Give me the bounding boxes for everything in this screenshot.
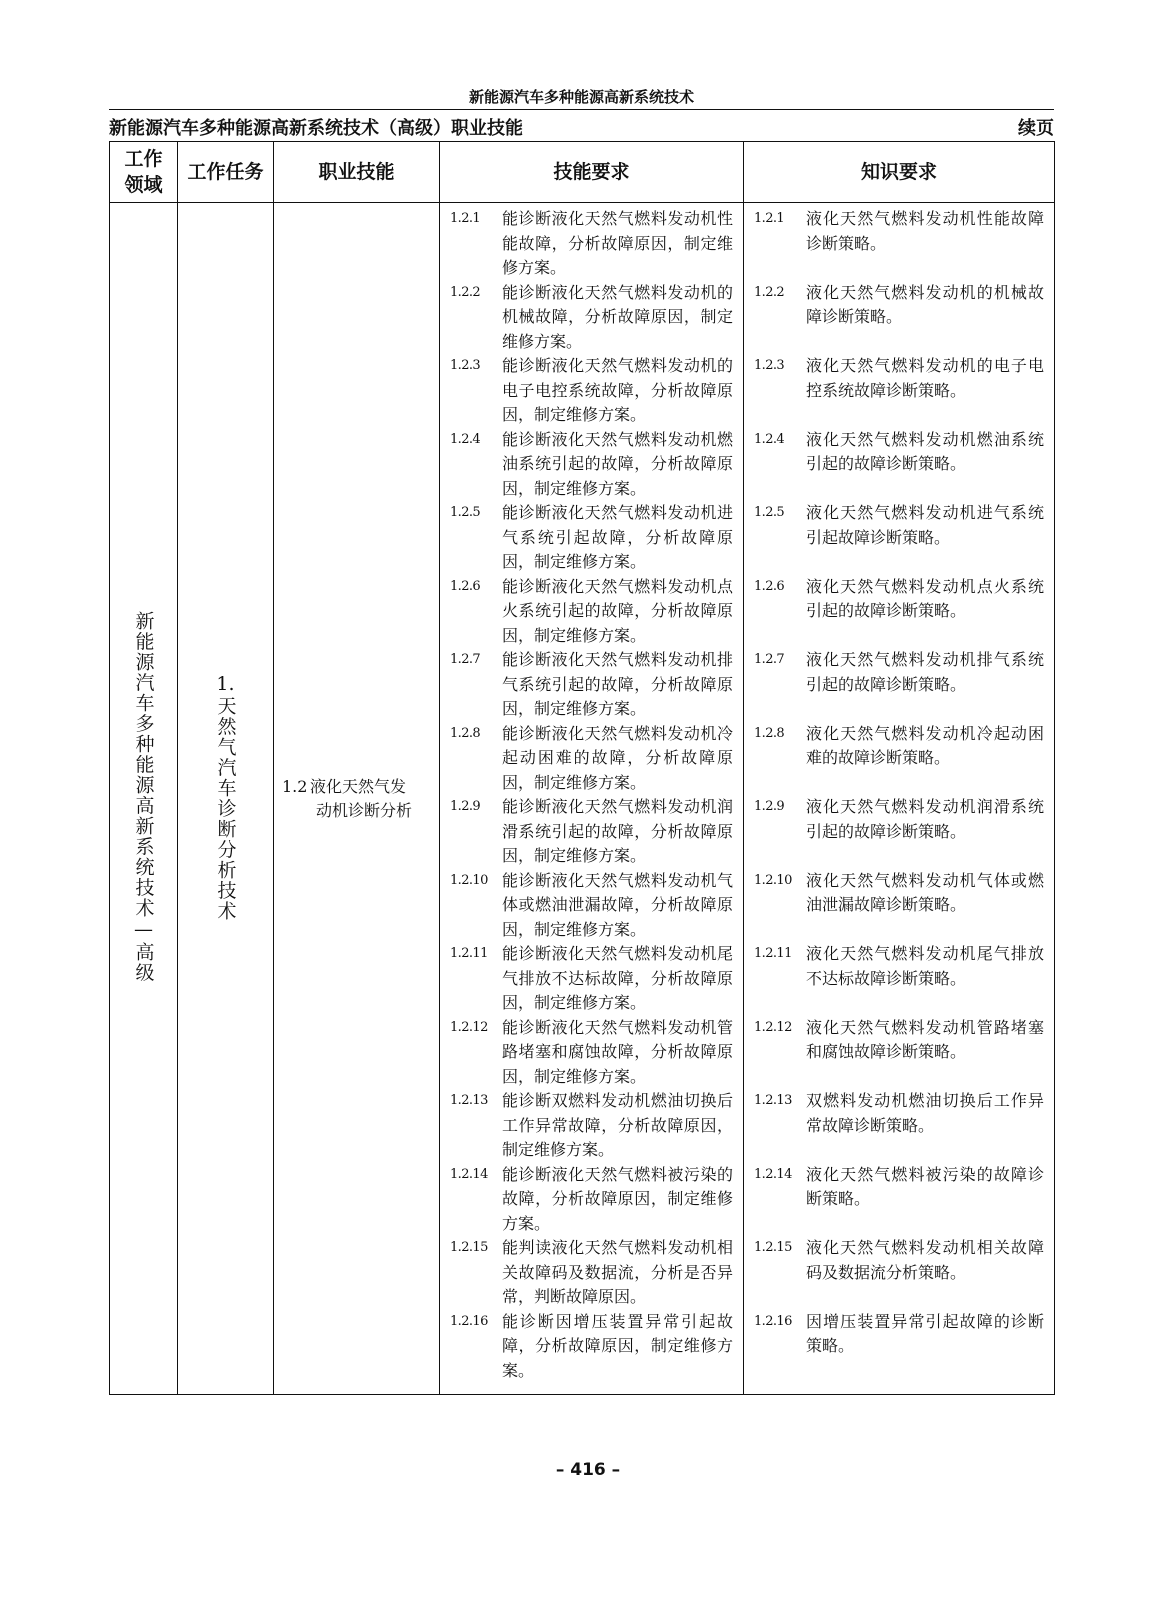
skill-requirement-item-code: 1.2.5 [450, 505, 481, 520]
skill-requirement-item [450, 1016, 733, 1090]
task-name: 天然气汽车诊断分析技术 [214, 695, 237, 922]
skill-requirement-item [450, 869, 733, 943]
skill-requirement-item-text: 能诊断液化天然气燃料发动机冷起动困难的故障，分析故障原因，制定维修方案。 [502, 723, 733, 792]
skill-requirement-item-text: 能诊断液化天然气燃料被污染的故障，分析故障原因，制定维修方案。 [502, 1164, 733, 1233]
knowledge-requirement-item [754, 1163, 1044, 1237]
skill-requirement-item-code: 1.2.7 [450, 652, 481, 667]
knowledge-requirement-item [754, 354, 1044, 428]
domain-text: 新能源汽车多种能源高新系统技术—高级 [132, 610, 155, 983]
skill-requirement-item-code: 1.2.2 [450, 284, 481, 300]
knowledge-requirement-item-code: 1.2.13 [754, 1093, 792, 1108]
skill-requirement-item-code: 1.2.6 [450, 578, 481, 594]
knowledge-requirement-item [754, 1089, 1044, 1163]
skill-requirement-item-text: 能诊断液化天然气燃料发动机的电子电控系统故障，分析故障原因，制定维修方案。 [502, 356, 733, 424]
column-header-skill-requirements: 技能要求 [440, 142, 744, 203]
task-cell [178, 203, 274, 1395]
skill-requirement-item-code: 1.2.8 [450, 725, 481, 741]
skill-requirement-item-text: 能诊断因增压装置异常引起故障，分析故障原因，制定维修方案。 [502, 1311, 733, 1380]
knowledge-requirement-item [754, 501, 1044, 575]
knowledge-requirement-item-code: 1.2.3 [754, 358, 785, 373]
knowledge-requirement-item-text: 液化天然气燃料发动机气体或燃油泄漏故障诊断策略。 [806, 870, 1044, 914]
skill-requirement-item [450, 501, 733, 575]
skill-name-line1: 液化天然气发 [310, 776, 407, 796]
skills-table [109, 141, 1055, 1395]
skill-requirement-item-text: 能诊断液化天然气燃料发动机点火系统引起的故障，分析故障原因，制定维修方案。 [502, 576, 733, 645]
knowledge-requirement-item-text: 液化天然气燃料发动机性能故障诊断策略。 [806, 209, 1044, 253]
knowledge-requirement-item-code: 1.2.15 [754, 1240, 792, 1255]
knowledge-requirement-item [754, 648, 1044, 722]
table-row [110, 203, 1055, 1395]
skill-requirement-item-code: 1.2.1 [450, 211, 481, 226]
skill-number: 1.2 [282, 776, 308, 796]
skill-requirement-item [450, 648, 733, 722]
knowledge-requirement-item-text: 液化天然气燃料发动机的机械故障诊断策略。 [806, 282, 1044, 326]
skill-requirement-item [450, 1089, 733, 1163]
skill-requirements-cell [440, 203, 744, 1395]
knowledge-requirement-item-code: 1.2.16 [754, 1313, 792, 1329]
knowledge-requirement-item-text: 液化天然气燃料发动机润滑系统引起的故障诊断策略。 [806, 797, 1044, 841]
skill-requirement-item [450, 942, 733, 1016]
skill-requirement-item-text: 能诊断液化天然气燃料发动机尾气排放不达标故障，分析故障原因，制定维修方案。 [502, 944, 733, 1012]
skill-requirement-item-text: 能判读液化天然气燃料发动机相关故障码及数据流，分析是否异常，判断故障原因。 [502, 1238, 733, 1306]
column-header-domain [110, 142, 178, 203]
skill-requirement-item-code: 1.2.14 [450, 1166, 488, 1182]
skill-requirement-item [450, 722, 733, 796]
knowledge-requirement-item-code: 1.2.14 [754, 1166, 792, 1182]
skill-name [282, 775, 431, 823]
knowledge-requirement-item-text: 液化天然气燃料发动机排气系统引起的故障诊断策略。 [806, 650, 1044, 694]
knowledge-requirement-item-text: 液化天然气燃料被污染的故障诊断策略。 [806, 1164, 1044, 1208]
knowledge-requirement-item-code: 1.2.4 [754, 431, 785, 447]
skill-requirement-item-text: 能诊断液化天然气燃料发动机气体或燃油泄漏故障，分析故障原因，制定维修方案。 [502, 870, 733, 939]
knowledge-requirement-item-text: 液化天然气燃料发动机冷起动困难的故障诊断策略。 [806, 723, 1044, 767]
skill-requirement-item-text: 能诊断液化天然气燃料发动机排气系统引起的故障，分析故障原因，制定维修方案。 [502, 650, 733, 718]
skill-requirement-item [450, 354, 733, 428]
knowledge-requirement-item-code: 1.2.6 [754, 578, 785, 594]
knowledge-requirements-list [754, 207, 1044, 1383]
skill-requirement-item-text: 能诊断液化天然气燃料发动机润滑系统引起的故障，分析故障原因，制定维修方案。 [502, 797, 733, 865]
skill-requirements-list [450, 207, 733, 1383]
column-header-task: 工作任务 [178, 142, 274, 203]
knowledge-requirement-item [754, 722, 1044, 796]
knowledge-requirement-item [754, 575, 1044, 649]
skill-requirement-item-code: 1.2.12 [450, 1019, 488, 1035]
skill-requirement-item-code: 1.2.13 [450, 1093, 488, 1108]
knowledge-requirement-item [754, 207, 1044, 281]
column-header-domain-text: 工作领域 [124, 148, 163, 196]
knowledge-requirement-item [754, 795, 1044, 869]
knowledge-requirement-item [754, 1310, 1044, 1384]
knowledge-requirement-item [754, 428, 1044, 502]
knowledge-requirement-item-text: 液化天然气燃料发动机管路堵塞和腐蚀故障诊断策略。 [806, 1017, 1044, 1061]
skill-requirement-item-text: 能诊断液化天然气燃料发动机的机械故障，分析故障原因，制定维修方案。 [502, 282, 733, 351]
skill-requirement-item-code: 1.2.3 [450, 358, 481, 373]
skill-cell [274, 203, 440, 1395]
knowledge-requirement-item-text: 液化天然气燃料发动机尾气排放不达标故障诊断策略。 [806, 944, 1044, 988]
knowledge-requirement-item-code: 1.2.12 [754, 1019, 792, 1035]
knowledge-requirement-item-code: 1.2.5 [754, 505, 785, 520]
header-rule [109, 109, 1054, 110]
skill-requirement-item-code: 1.2.10 [450, 872, 488, 888]
domain-cell [110, 203, 178, 1395]
knowledge-requirement-item-code: 1.2.9 [754, 799, 785, 814]
knowledge-requirement-item [754, 942, 1044, 1016]
column-header-knowledge-requirements: 知识要求 [744, 142, 1055, 203]
knowledge-requirement-item-text: 液化天然气燃料发动机相关故障码及数据流分析策略。 [806, 1238, 1044, 1282]
knowledge-requirement-item-text: 液化天然气燃料发动机进气系统引起故障诊断策略。 [806, 503, 1044, 547]
skill-requirement-item-code: 1.2.11 [450, 946, 488, 961]
skill-requirement-item [450, 428, 733, 502]
skill-requirement-item-text: 能诊断液化天然气燃料发动机性能故障，分析故障原因，制定维修方案。 [502, 209, 733, 277]
task-number: 1. [216, 672, 235, 695]
column-header-skill: 职业技能 [274, 142, 440, 203]
skill-requirement-item-code: 1.2.16 [450, 1313, 488, 1329]
knowledge-requirement-item-text: 因增压装置异常引起故障的诊断策略。 [806, 1311, 1044, 1355]
knowledge-requirement-item-text: 双燃料发动机燃油切换后工作异常故障诊断策略。 [806, 1091, 1044, 1135]
knowledge-requirements-cell [744, 203, 1055, 1395]
knowledge-requirement-item-code: 1.2.7 [754, 652, 785, 667]
table-header-row [110, 142, 1055, 203]
skill-requirement-item [450, 281, 733, 355]
section-title: 新能源汽车多种能源高新系统技术（高级）职业技能 [109, 118, 523, 139]
knowledge-requirement-item-text: 液化天然气燃料发动机点火系统引起的故障诊断策略。 [806, 576, 1044, 620]
knowledge-requirement-item-text: 液化天然气燃料发动机燃油系统引起的故障诊断策略。 [806, 429, 1044, 473]
knowledge-requirement-item-code: 1.2.2 [754, 284, 785, 300]
knowledge-requirement-item-code: 1.2.1 [754, 211, 785, 226]
skill-requirement-item [450, 207, 733, 281]
knowledge-requirement-item [754, 281, 1044, 355]
skill-requirement-item-code: 1.2.15 [450, 1240, 488, 1255]
skill-requirement-item-code: 1.2.4 [450, 431, 481, 447]
skill-requirement-item [450, 1310, 733, 1384]
skill-requirement-item-text: 能诊断液化天然气燃料发动机进气系统引起故障，分析故障原因，制定维修方案。 [502, 503, 733, 571]
knowledge-requirement-item [754, 1236, 1044, 1310]
knowledge-requirement-item [754, 869, 1044, 943]
skill-requirement-item [450, 795, 733, 869]
skill-requirement-item [450, 1236, 733, 1310]
page-number: – 416 – [555, 1460, 621, 1480]
skill-requirement-item [450, 1163, 733, 1237]
knowledge-requirement-item-code: 1.2.11 [754, 946, 792, 961]
skill-requirement-item [450, 575, 733, 649]
knowledge-requirement-item-text: 液化天然气燃料发动机的电子电控系统故障诊断策略。 [806, 356, 1044, 400]
knowledge-requirement-item-code: 1.2.8 [754, 725, 785, 741]
skill-requirement-item-text: 能诊断液化天然气燃料发动机燃油系统引起的故障，分析故障原因，制定维修方案。 [502, 429, 733, 498]
skill-requirement-item-text: 能诊断双燃料发动机燃油切换后工作异常故障，分析故障原因，制定维修方案。 [502, 1091, 733, 1159]
skill-requirement-item-code: 1.2.9 [450, 799, 481, 814]
continued-label: 续页 [1018, 118, 1054, 139]
knowledge-requirement-item-code: 1.2.10 [754, 872, 792, 888]
skill-name-line2: 动机诊断分析 [316, 800, 413, 820]
skill-requirement-item-text: 能诊断液化天然气燃料发动机管路堵塞和腐蚀故障，分析故障原因，制定维修方案。 [502, 1017, 733, 1086]
running-header: 新能源汽车多种能源高新系统技术 [468, 88, 694, 106]
knowledge-requirement-item [754, 1016, 1044, 1090]
